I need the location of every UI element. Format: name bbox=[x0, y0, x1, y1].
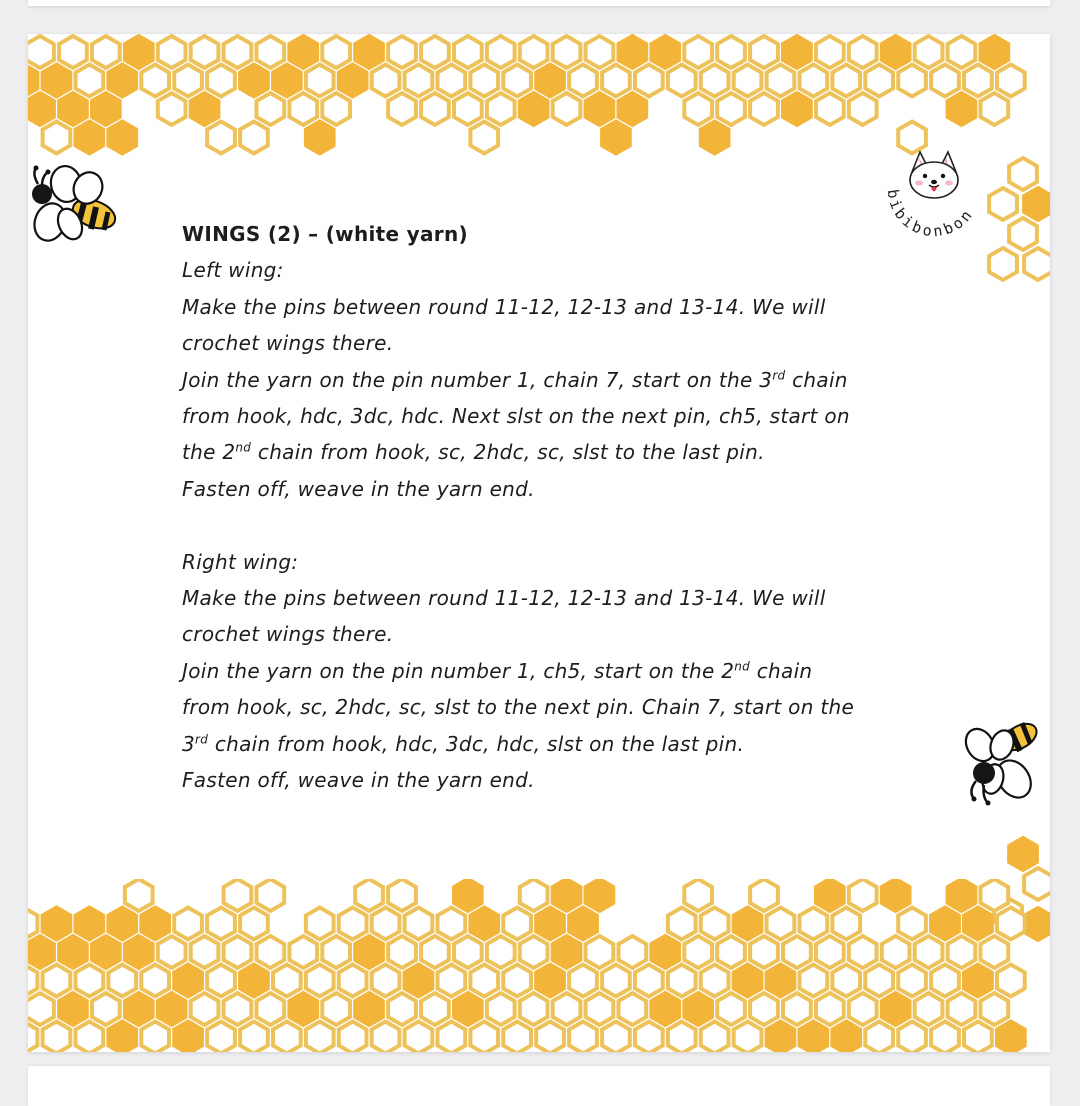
section-title: WINGS (2) – (white yarn) bbox=[182, 222, 468, 246]
honeycomb-cell bbox=[289, 36, 317, 68]
honeycomb-cell bbox=[964, 1022, 992, 1053]
left-wing-heading: Left wing: bbox=[182, 258, 284, 283]
honeycomb-cell bbox=[734, 908, 762, 940]
honeycomb-cell bbox=[865, 1022, 893, 1053]
honeycomb-cell bbox=[832, 965, 860, 997]
honeycomb-cell bbox=[454, 879, 482, 911]
honeycomb-cell bbox=[849, 93, 877, 125]
honeycomb-cell bbox=[569, 65, 597, 97]
honeycomb-cell bbox=[240, 965, 268, 997]
honeycomb-cell bbox=[668, 965, 696, 997]
honeycomb-cell bbox=[783, 936, 811, 968]
honeycomb-cell bbox=[43, 1022, 71, 1053]
honeycomb-cell bbox=[619, 993, 647, 1025]
honeycomb-cell bbox=[1009, 838, 1037, 870]
honeycomb-cell bbox=[619, 936, 647, 968]
honeycomb-cell bbox=[849, 936, 877, 968]
honeycomb-cell bbox=[76, 908, 104, 940]
honeycomb-cell bbox=[668, 65, 696, 97]
bee-icon bbox=[28, 162, 120, 252]
honeycomb-cell bbox=[240, 1022, 268, 1053]
honeycomb-cell bbox=[553, 936, 581, 968]
honeycomb-cell bbox=[701, 65, 729, 97]
honeycomb-cell bbox=[553, 879, 581, 911]
honeycomb-cell bbox=[487, 93, 515, 125]
honeycomb-cell bbox=[783, 36, 811, 68]
right-wing-line: 3rd chain from hook, hdc, 3dc, hdc, slst on the last pin. bbox=[182, 731, 745, 756]
honeycomb-cell bbox=[158, 36, 186, 68]
honeycomb-cell bbox=[1024, 248, 1050, 280]
honeycomb-cell bbox=[882, 36, 910, 68]
dog-face-icon bbox=[910, 152, 958, 198]
honeycomb-cell bbox=[981, 993, 1009, 1025]
honeycomb-cell bbox=[635, 1022, 663, 1053]
honeycomb-cell bbox=[339, 965, 367, 997]
honeycomb-cell bbox=[734, 1022, 762, 1053]
honeycomb-cell bbox=[28, 993, 54, 1025]
honeycomb-cell bbox=[997, 965, 1025, 997]
bee-icon bbox=[958, 717, 1050, 812]
honeycomb-cell bbox=[28, 1022, 37, 1053]
honeycomb-cell bbox=[43, 965, 71, 997]
honeycomb-cell bbox=[273, 965, 301, 997]
honeycomb-cell bbox=[438, 1022, 466, 1053]
honeycomb-cell bbox=[997, 1022, 1025, 1053]
honeycomb-cell bbox=[602, 1022, 630, 1053]
honeycomb-cell bbox=[964, 965, 992, 997]
left-wing-line: the 2nd chain from hook, sc, 2hdc, sc, slst to the last pin. bbox=[182, 440, 765, 465]
honeycomb-cell bbox=[520, 879, 548, 911]
honeycomb-cell bbox=[536, 908, 564, 940]
honeycomb-cell bbox=[108, 65, 136, 97]
honeycomb-cell bbox=[767, 965, 795, 997]
honeycomb-cell bbox=[684, 879, 712, 911]
honeycomb-cell bbox=[964, 908, 992, 940]
honeycomb-cell bbox=[586, 36, 614, 68]
honeycomb-cell bbox=[750, 93, 778, 125]
honeycomb-cell bbox=[108, 965, 136, 997]
honeycomb-cell bbox=[355, 993, 383, 1025]
honeycomb-cell bbox=[257, 879, 285, 911]
honeycomb-cell bbox=[257, 93, 285, 125]
honeycomb-cell bbox=[816, 36, 844, 68]
honeycomb-cell bbox=[28, 936, 54, 968]
honeycomb-cell bbox=[108, 122, 136, 154]
honeycomb-cell bbox=[651, 936, 679, 968]
honeycomb-cell bbox=[240, 908, 268, 940]
honeycomb-cell bbox=[224, 36, 252, 68]
honeycomb-cell bbox=[224, 993, 252, 1025]
honeycomb-cell bbox=[76, 122, 104, 154]
honeycomb-cell bbox=[800, 65, 828, 97]
honeycomb-cell bbox=[306, 965, 334, 997]
honeycomb-cell bbox=[339, 65, 367, 97]
honeycomb-cell bbox=[553, 36, 581, 68]
honeycomb-cell bbox=[421, 93, 449, 125]
honeycomb-cell bbox=[586, 936, 614, 968]
honeycomb-cell bbox=[141, 965, 169, 997]
honeycomb-cell bbox=[454, 36, 482, 68]
honeycomb-cell bbox=[503, 965, 531, 997]
left-wing-line: Make the pins between round 11-12, 12-13 and 13-14. We will bbox=[182, 294, 826, 319]
honeycomb-cell bbox=[569, 1022, 597, 1053]
honeycomb-cell bbox=[43, 65, 71, 97]
honeycomb-cell bbox=[750, 36, 778, 68]
honeycomb-cell bbox=[948, 93, 976, 125]
honeycomb-cell bbox=[602, 122, 630, 154]
honeycomb-cell bbox=[108, 1022, 136, 1053]
right-wing-line: Fasten off, weave in the yarn end. bbox=[182, 768, 535, 793]
honeycomb-cell bbox=[931, 908, 959, 940]
honeycomb-cell bbox=[865, 965, 893, 997]
honeycomb-cell bbox=[520, 93, 548, 125]
honeycomb-cell bbox=[553, 93, 581, 125]
honeycomb-cell bbox=[158, 936, 186, 968]
honeycomb-cell bbox=[92, 993, 120, 1025]
honeycomb-cell bbox=[289, 93, 317, 125]
honeycomb-cell bbox=[816, 993, 844, 1025]
honeycomb-cell bbox=[306, 1022, 334, 1053]
honeycomb-cell bbox=[28, 93, 54, 125]
honeycomb-cell bbox=[289, 993, 317, 1025]
honeycomb-cell bbox=[421, 936, 449, 968]
honeycomb-cell bbox=[76, 965, 104, 997]
honeycomb-cell bbox=[701, 965, 729, 997]
honeycomb-cell bbox=[372, 965, 400, 997]
honeycomb-cell bbox=[668, 1022, 696, 1053]
honeycomb-cell bbox=[997, 65, 1025, 97]
honeycomb-cell bbox=[503, 65, 531, 97]
logo-text: bibibonbon bbox=[883, 188, 978, 241]
honeycomb-cell bbox=[948, 993, 976, 1025]
honeycomb-cell bbox=[882, 993, 910, 1025]
honeycomb-cell bbox=[520, 36, 548, 68]
honeycomb-cell bbox=[454, 936, 482, 968]
honeycomb-cell bbox=[174, 65, 202, 97]
honeycomb-cell bbox=[322, 93, 350, 125]
right-wing-line: from hook, sc, 2hdc, sc, slst to the next pin. Chain 7, start on the bbox=[182, 695, 855, 720]
pattern-page bbox=[28, 34, 1050, 1052]
honeycomb-cell bbox=[28, 908, 37, 940]
honeycomb-cell bbox=[76, 1022, 104, 1053]
honeycomb-cell bbox=[1009, 218, 1037, 250]
right-wing-line: crochet wings there. bbox=[182, 622, 394, 647]
honeycomb-cell bbox=[289, 936, 317, 968]
honeycomb-cell bbox=[28, 965, 37, 997]
honeycomb-cell bbox=[174, 908, 202, 940]
honeycomb-cell bbox=[981, 36, 1009, 68]
honeycomb-cell bbox=[306, 65, 334, 97]
honeycomb-cell bbox=[981, 879, 1009, 911]
honeycomb-cell bbox=[141, 908, 169, 940]
honeycomb-cell bbox=[816, 879, 844, 911]
honeycomb-cell bbox=[224, 879, 252, 911]
honeycomb-cell bbox=[257, 36, 285, 68]
honeycomb-cell bbox=[141, 1022, 169, 1053]
honeycomb-cell bbox=[388, 879, 416, 911]
honeycomb-cell bbox=[355, 879, 383, 911]
honeycomb-cell bbox=[421, 993, 449, 1025]
honeycomb-cell bbox=[59, 93, 87, 125]
honeycomb-cell bbox=[898, 65, 926, 97]
honeycomb-cell bbox=[372, 1022, 400, 1053]
honeycomb-cell bbox=[470, 1022, 498, 1053]
honeycomb-cell bbox=[470, 65, 498, 97]
honeycomb-cell bbox=[536, 1022, 564, 1053]
honeycomb-cell bbox=[191, 993, 219, 1025]
honeycomb-cell bbox=[701, 908, 729, 940]
previous-page-edge bbox=[28, 0, 1050, 6]
honeycomb-cell bbox=[767, 1022, 795, 1053]
honeycomb-cell bbox=[915, 36, 943, 68]
honeycomb-cell bbox=[59, 36, 87, 68]
honeycomb-cell bbox=[470, 122, 498, 154]
honeycomb-cell bbox=[586, 879, 614, 911]
honeycomb-cell bbox=[257, 993, 285, 1025]
honeycomb-cell bbox=[76, 65, 104, 97]
right-wing-heading: Right wing: bbox=[182, 549, 299, 574]
honeycomb-cell bbox=[92, 936, 120, 968]
honeycomb-cell bbox=[28, 65, 37, 97]
honeycomb-cell bbox=[948, 36, 976, 68]
honeycomb-cell bbox=[503, 1022, 531, 1053]
honeycomb-cell bbox=[372, 908, 400, 940]
left-wing-line: from hook, hdc, 3dc, hdc. Next slst on the next pin, ch5, start on bbox=[182, 404, 850, 429]
honeycomb-cell bbox=[602, 965, 630, 997]
pattern-instructions bbox=[182, 216, 942, 798]
honeycomb-cell bbox=[503, 908, 531, 940]
honeycomb-cell bbox=[586, 993, 614, 1025]
honeycomb-cell bbox=[849, 993, 877, 1025]
honeycomb-cell bbox=[898, 965, 926, 997]
honeycomb-cell bbox=[783, 993, 811, 1025]
honeycomb-cell bbox=[1009, 158, 1037, 190]
honeycomb-cell bbox=[800, 965, 828, 997]
honeycomb-cell bbox=[355, 936, 383, 968]
honeycomb-cell bbox=[125, 936, 153, 968]
honeycomb-cell bbox=[882, 936, 910, 968]
honeycomb-cell bbox=[816, 93, 844, 125]
honeycomb-cell bbox=[964, 65, 992, 97]
honeycomb-cell bbox=[273, 1022, 301, 1053]
honeycomb-cell bbox=[240, 122, 268, 154]
honeycomb-cell bbox=[405, 908, 433, 940]
honeycomb-cell bbox=[948, 936, 976, 968]
honeycomb-cell bbox=[405, 965, 433, 997]
honeycomb-cell bbox=[207, 1022, 235, 1053]
honeycomb-cell bbox=[832, 65, 860, 97]
honeycomb-cell bbox=[487, 936, 515, 968]
honeycomb-cell bbox=[619, 36, 647, 68]
honeycomb-bottom-border bbox=[28, 879, 1050, 1052]
honeycomb-cell bbox=[668, 908, 696, 940]
honeycomb-cell bbox=[207, 122, 235, 154]
honeycomb-cell bbox=[684, 993, 712, 1025]
honeycomb-cell bbox=[339, 908, 367, 940]
honeycomb-cell bbox=[454, 993, 482, 1025]
honeycomb-cell bbox=[520, 936, 548, 968]
honeycomb-cell bbox=[191, 36, 219, 68]
honeycomb-cell bbox=[849, 36, 877, 68]
honeycomb-cell bbox=[158, 993, 186, 1025]
honeycomb-cell bbox=[816, 936, 844, 968]
honeycomb-cell bbox=[92, 93, 120, 125]
honeycomb-cell bbox=[125, 36, 153, 68]
honeycomb-cell bbox=[586, 93, 614, 125]
honeycomb-cell bbox=[141, 65, 169, 97]
honeycomb-cell bbox=[191, 936, 219, 968]
honeycomb-cell bbox=[388, 993, 416, 1025]
honeycomb-cell bbox=[997, 908, 1025, 940]
honeycomb-cell bbox=[635, 65, 663, 97]
honeycomb-cell bbox=[767, 65, 795, 97]
left-wing-line: Join the yarn on the pin number 1, chain 7, start on the 3rd chain bbox=[182, 367, 848, 392]
honeycomb-cell bbox=[240, 65, 268, 97]
honeycomb-cell bbox=[989, 248, 1017, 280]
honeycomb-cell bbox=[322, 936, 350, 968]
honeycomb-cell bbox=[405, 1022, 433, 1053]
honeycomb-cell bbox=[717, 93, 745, 125]
honeycomb-cell bbox=[438, 65, 466, 97]
honeycomb-cell bbox=[487, 36, 515, 68]
next-page-edge bbox=[28, 1066, 1050, 1106]
honeycomb-cell bbox=[224, 936, 252, 968]
honeycomb-cell bbox=[800, 1022, 828, 1053]
honeycomb-cell bbox=[28, 36, 54, 68]
honeycomb-cell bbox=[536, 965, 564, 997]
left-wing-line: crochet wings there. bbox=[182, 331, 394, 356]
honeycomb-cell bbox=[454, 93, 482, 125]
honeycomb-cell bbox=[750, 879, 778, 911]
honeycomb-cell bbox=[684, 936, 712, 968]
honeycomb-cell bbox=[931, 965, 959, 997]
honeycomb-cell bbox=[569, 908, 597, 940]
honeycomb-cell bbox=[388, 936, 416, 968]
honeycomb-cell bbox=[339, 1022, 367, 1053]
honeycomb-cell bbox=[948, 879, 976, 911]
honeycomb-cell bbox=[717, 936, 745, 968]
honeycomb-cell bbox=[701, 122, 729, 154]
honeycomb-cell bbox=[273, 65, 301, 97]
honeycomb-cell bbox=[651, 36, 679, 68]
honeycomb-cell bbox=[865, 65, 893, 97]
left-wing-line: Fasten off, weave in the yarn end. bbox=[182, 476, 535, 501]
honeycomb-cell bbox=[750, 936, 778, 968]
honeycomb-cell bbox=[931, 65, 959, 97]
honeycomb-cell bbox=[322, 36, 350, 68]
honeycomb-cell bbox=[569, 965, 597, 997]
honeycomb-cell bbox=[898, 908, 926, 940]
honeycomb-cell bbox=[536, 65, 564, 97]
honeycomb-cell bbox=[59, 936, 87, 968]
honeycomb-cell bbox=[635, 965, 663, 997]
honeycomb-cell bbox=[915, 936, 943, 968]
honeycomb-cell bbox=[125, 993, 153, 1025]
honeycomb-cell bbox=[207, 965, 235, 997]
honeycomb-cell bbox=[800, 908, 828, 940]
honeycomb-cell bbox=[322, 993, 350, 1025]
honeycomb-cell bbox=[355, 36, 383, 68]
paragraph-gap bbox=[182, 507, 942, 543]
honeycomb-cell bbox=[602, 65, 630, 97]
honeycomb-cell bbox=[405, 65, 433, 97]
honeycomb-cell bbox=[487, 993, 515, 1025]
honeycomb-cell bbox=[59, 993, 87, 1025]
honeycomb-cell bbox=[174, 1022, 202, 1053]
honeycomb-cell bbox=[734, 965, 762, 997]
honeycomb-cell bbox=[783, 93, 811, 125]
honeycomb-cell bbox=[207, 908, 235, 940]
honeycomb-cell bbox=[520, 993, 548, 1025]
honeycomb-cell bbox=[915, 993, 943, 1025]
honeycomb-cell bbox=[207, 65, 235, 97]
honeycomb-cell bbox=[553, 993, 581, 1025]
honeycomb-cell bbox=[421, 36, 449, 68]
honeycomb-cell bbox=[125, 879, 153, 911]
honeycomb-cell bbox=[174, 965, 202, 997]
honeycomb-cell bbox=[717, 993, 745, 1025]
honeycomb-cell bbox=[470, 965, 498, 997]
honeycomb-cell bbox=[191, 93, 219, 125]
honeycomb-cell bbox=[701, 1022, 729, 1053]
honeycomb-cell bbox=[931, 1022, 959, 1053]
honeycomb-cell bbox=[158, 93, 186, 125]
honeycomb-cell bbox=[1024, 188, 1050, 220]
honeycomb-cell bbox=[388, 36, 416, 68]
honeycomb-cell bbox=[684, 93, 712, 125]
honeycomb-cell bbox=[981, 936, 1009, 968]
honeycomb-cell bbox=[684, 36, 712, 68]
honeycomb-cell bbox=[750, 993, 778, 1025]
honeycomb-cell bbox=[734, 65, 762, 97]
honeycomb-cell bbox=[717, 36, 745, 68]
honeycomb-cell bbox=[849, 879, 877, 911]
honeycomb-cell bbox=[43, 908, 71, 940]
honeycomb-cell bbox=[438, 908, 466, 940]
honeycomb-cell bbox=[257, 936, 285, 968]
right-wing-line: Make the pins between round 11-12, 12-13 and 13-14. We will bbox=[182, 586, 826, 611]
honeycomb-cell bbox=[306, 908, 334, 940]
honeycomb-cell bbox=[438, 965, 466, 997]
honeycomb-cell bbox=[898, 1022, 926, 1053]
right-wing-line: Join the yarn on the pin number 1, ch5, start on the 2nd chain bbox=[182, 658, 813, 683]
honeycomb-cell bbox=[832, 908, 860, 940]
honeycomb-cell bbox=[388, 93, 416, 125]
honeycomb-cell bbox=[981, 93, 1009, 125]
honeycomb-cell bbox=[767, 908, 795, 940]
honeycomb-cell bbox=[832, 1022, 860, 1053]
honeycomb-cell bbox=[470, 908, 498, 940]
honeycomb-cell bbox=[619, 93, 647, 125]
honeycomb-cell bbox=[372, 65, 400, 97]
honeycomb-cell bbox=[92, 36, 120, 68]
honeycomb-cell bbox=[882, 879, 910, 911]
honeycomb-cell bbox=[306, 122, 334, 154]
honeycomb-cell bbox=[651, 993, 679, 1025]
honeycomb-cell bbox=[43, 122, 71, 154]
honeycomb-cell bbox=[108, 908, 136, 940]
